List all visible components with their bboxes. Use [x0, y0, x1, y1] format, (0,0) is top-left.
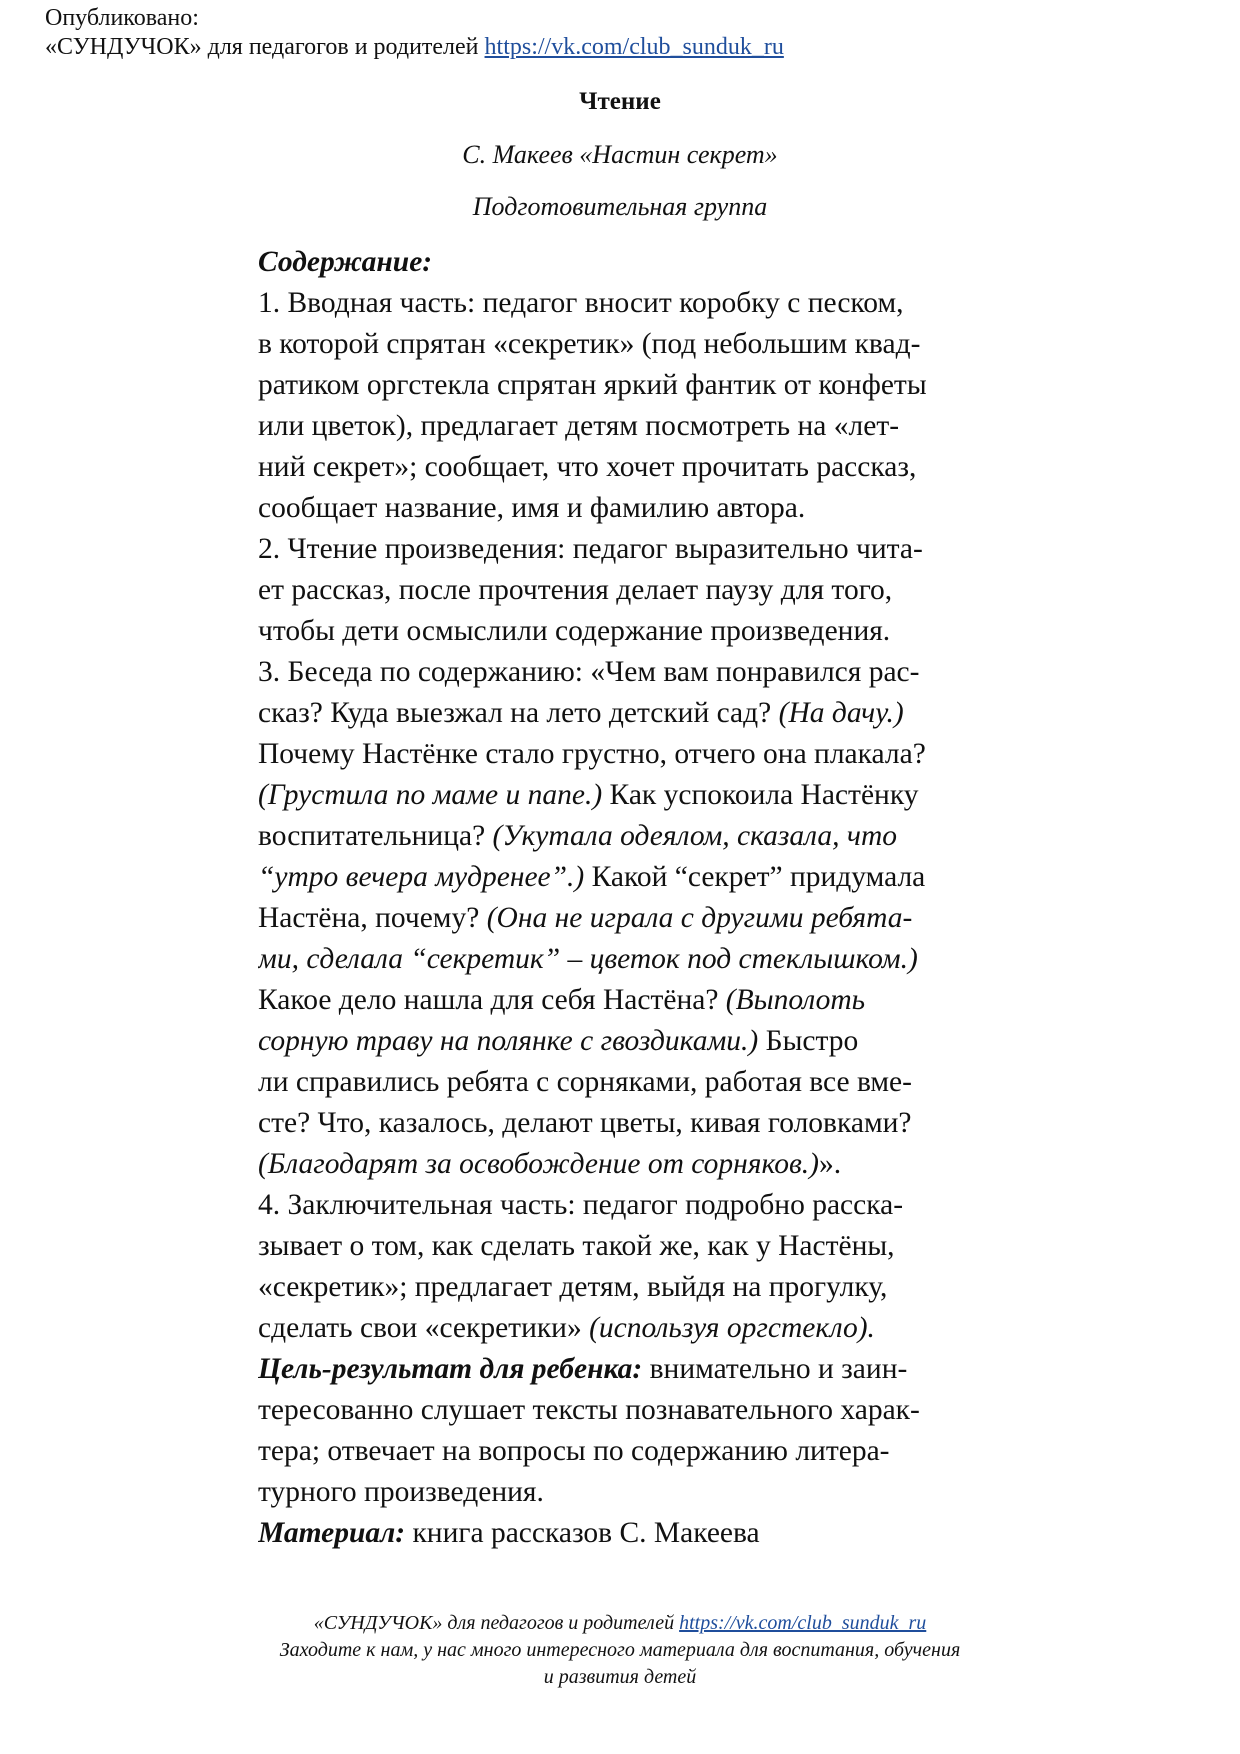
author-work: С. Макеев «Настин секрет»	[462, 140, 778, 169]
line-text: воспитательница?	[258, 820, 493, 852]
content-heading: Содержание:	[258, 246, 433, 278]
content-line	[258, 529, 1018, 570]
goal-text-1: внимательно и заин-	[642, 1353, 908, 1385]
content-line	[258, 1062, 1018, 1103]
content-line	[258, 611, 1018, 652]
italic-answer: (Выполоть	[725, 984, 866, 1016]
content-line	[258, 980, 1018, 1021]
content-line	[258, 365, 998, 406]
line-text: 2. Чтение произведения: педагог выразительно чита-	[258, 533, 923, 565]
italic-answer: (Она не играла с другими ребята-	[486, 902, 913, 934]
content-lines	[258, 283, 1018, 1349]
document-title: Чтение	[579, 88, 661, 115]
line-text: Настёна, почему?	[258, 902, 487, 934]
content-line	[258, 283, 1018, 324]
line-text: Как успокоила Настёнку	[602, 779, 919, 811]
line-text: 4. Заключительная часть: педагог подробно расска-	[258, 1189, 904, 1221]
content-line	[258, 693, 1018, 734]
material-line	[258, 1513, 1018, 1554]
line-text: «секретик»; предлагает детям, выйдя на прогулку,	[258, 1271, 888, 1303]
content-line	[258, 898, 1018, 939]
line-text: зывает о том, как сделать такой же, как у Настёны,	[258, 1230, 895, 1262]
content-line	[258, 406, 1018, 447]
goal-line-4: турного произведения.	[258, 1476, 544, 1508]
italic-answer: ми, сделала “секретик” – цветок под стеклышком.)	[258, 943, 918, 975]
material-text: книга рассказов С. Макеева	[405, 1517, 760, 1549]
content-line	[258, 1144, 1018, 1185]
line-text: в которой спрятан «секретик» (под небольшим квад-	[258, 328, 921, 360]
content-line	[258, 1103, 1018, 1144]
line-text: сделать свои «секретики»	[258, 1312, 590, 1344]
line-text: сказ? Куда выезжал на лето детский сад?	[258, 697, 779, 729]
goal-line-2: тересованно слушает тексты познавательного харак-	[258, 1394, 920, 1426]
line-text: Быстро	[758, 1025, 859, 1057]
content-line	[258, 734, 998, 775]
italic-answer: (Грустила по маме и папе.)	[258, 779, 603, 811]
footer-line-1	[0, 1610, 1240, 1637]
line-text: ратиком оргстекла спрятан яркий фантик от конфеты	[258, 369, 927, 401]
content-line	[258, 488, 1018, 529]
content-line	[258, 816, 1018, 857]
italic-answer: (Благодарят за освобождение от сорняков.)	[258, 1148, 819, 1180]
line-text: или цветок), предлагает детям посмотреть на «лет-	[258, 410, 900, 442]
italic-answer: “утро вечера мудренее”.)	[258, 861, 585, 893]
footer-site-name: «СУНДУЧОК» для педагогов и родителей	[313, 1612, 680, 1634]
content-line	[258, 1226, 1018, 1267]
footer-link[interactable]: https://vk.com/club_sunduk_ru	[679, 1612, 927, 1634]
footer-line-2: Заходите к нам, у нас много интересного материала для воспитания, обучения	[279, 1639, 961, 1661]
line-text: 3. Беседа по содержанию: «Чем вам понравился рас-	[258, 656, 920, 688]
page-footer	[0, 1610, 1240, 1691]
goal-line-1	[258, 1349, 1018, 1390]
line-text: 1. Вводная часть: педагог вносит коробку с песком,	[258, 287, 904, 319]
published-label: Опубликовано:	[45, 5, 199, 31]
line-text: чтобы дети осмыслили содержание произведения.	[258, 615, 891, 647]
goal-line-3: тера; отвечает на вопросы по содержанию литера-	[258, 1435, 890, 1467]
content-line	[258, 652, 1018, 693]
italic-answer: (На дачу.)	[778, 697, 904, 729]
content-line	[258, 324, 1018, 365]
content-line	[258, 939, 1018, 980]
content-line	[258, 1021, 1018, 1062]
footer-line-3: и развития детей	[543, 1666, 697, 1688]
content-line	[258, 1185, 1018, 1226]
line-text: Почему Настёнке стало грустно, отчего она плакала?	[258, 738, 926, 770]
material-label: Материал:	[258, 1517, 406, 1549]
content-line	[258, 570, 1018, 611]
content-line	[258, 857, 998, 898]
content-line	[258, 447, 998, 488]
group-label: Подготовительная группа	[472, 192, 768, 221]
header-link[interactable]: https://vk.com/club_sunduk_ru	[484, 34, 784, 60]
line-text: ний секрет»; сообщает, что хочет прочитать рассказ,	[258, 451, 917, 483]
italic-answer: (Укутала одеялом, сказала, что	[492, 820, 898, 852]
line-text: ет рассказ, после прочтения делает паузу для того,	[258, 574, 893, 606]
content-line	[258, 1308, 1018, 1349]
content-body	[258, 242, 1018, 1554]
italic-answer: (используя оргстекло).	[589, 1312, 875, 1344]
page-header	[45, 4, 784, 62]
goal-label: Цель-результат для ребенка:	[258, 1353, 643, 1385]
header-source-line	[45, 33, 784, 62]
content-line	[258, 1267, 1018, 1308]
line-text: сообщает название, имя и фамилию автора.	[258, 492, 806, 524]
italic-answer: сорную траву на полянке с гвоздиками.)	[258, 1025, 759, 1057]
line-text: Какое дело нашла для себя Настёна?	[258, 984, 726, 1016]
content-line	[258, 775, 998, 816]
header-site-name: «СУНДУЧОК» для педагогов и родителей	[45, 34, 479, 60]
line-text: сте? Что, казалось, делают цветы, кивая головками?	[258, 1107, 912, 1139]
line-text: ли справились ребята с сорняками, работая все вме-	[258, 1066, 912, 1098]
line-text: Какой “секрет” придумала	[584, 861, 926, 893]
line-text: ».	[818, 1148, 842, 1180]
